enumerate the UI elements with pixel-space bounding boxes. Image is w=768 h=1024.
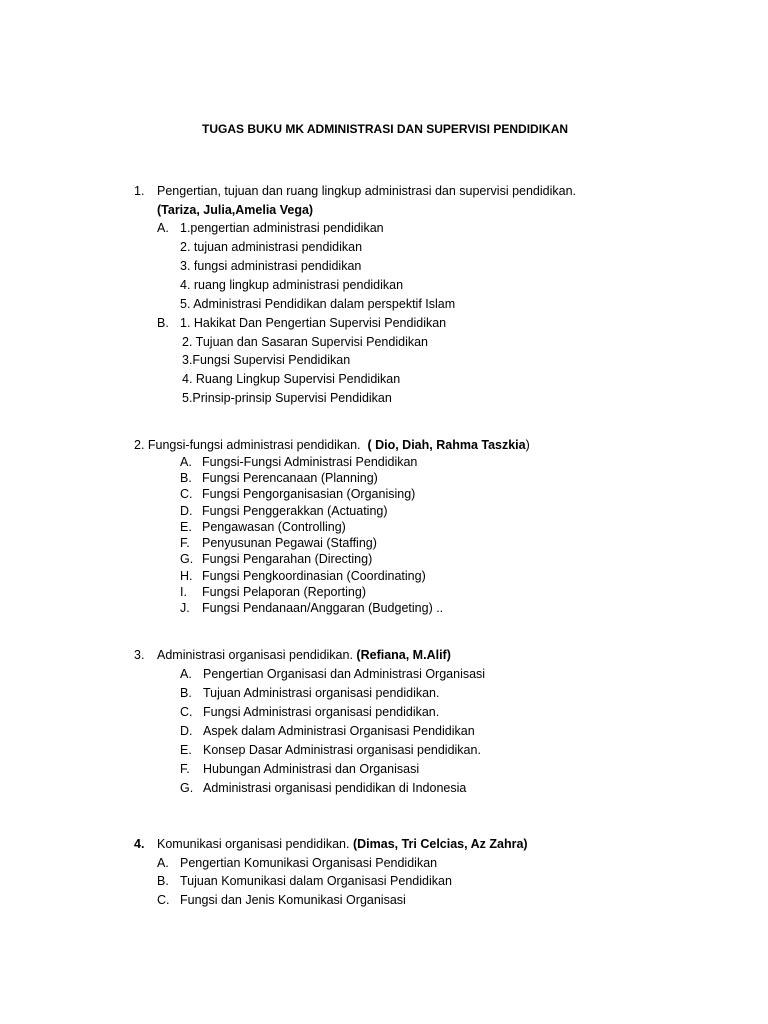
section-1-a-item: 3. fungsi administrasi pendidikan xyxy=(180,259,362,273)
section-1-a-marker: A. xyxy=(157,221,169,235)
section-2-heading-row xyxy=(134,437,530,453)
section-1-number: 1. xyxy=(134,184,145,198)
section-3-marker: B. xyxy=(180,686,192,700)
section-2-item: Penyusunan Pegawai (Staffing) xyxy=(202,536,377,550)
section-3-item: Konsep Dasar Administrasi organisasi pendidikan. xyxy=(203,743,481,757)
section-1-b-item: 4. Ruang Lingkup Supervisi Pendidikan xyxy=(182,372,401,386)
section-2-marker: B. xyxy=(180,471,192,485)
section-3-number: 3. xyxy=(134,648,145,662)
section-2-item: Fungsi Pelaporan (Reporting) xyxy=(202,585,366,599)
section-2-marker: D. xyxy=(180,504,193,518)
section-4-marker: C. xyxy=(157,893,170,907)
section-1-b-item: 5.Prinsip-prinsip Supervisi Pendidikan xyxy=(182,391,392,405)
section-2-marker: A. xyxy=(180,455,192,469)
section-1-a-item: 4. ruang lingkup administrasi pendidikan xyxy=(180,278,404,292)
section-3-item: Fungsi Administrasi organisasi pendidikan. xyxy=(203,705,440,719)
section-4-number: 4. xyxy=(134,837,145,851)
section-2-item: Fungsi Pengkoordinasian (Coordinating) xyxy=(202,569,426,583)
section-2-item: Fungsi Pengarahan (Directing) xyxy=(202,552,373,566)
section-4-marker: B. xyxy=(157,874,169,888)
section-2-marker: I. xyxy=(180,585,187,599)
section-3-heading: Administrasi organisasi pendidikan. xyxy=(157,648,353,662)
section-1-b-item: 1. Hakikat Dan Pengertian Supervisi Pendidikan xyxy=(180,316,447,330)
section-2-item: Fungsi Perencanaan (Planning) xyxy=(202,471,378,485)
section-3-marker: E. xyxy=(180,743,192,757)
section-2-authors: ( Dio, Diah, Rahma Taszkia xyxy=(367,438,526,452)
section-2-item: Fungsi Pendanaan/Anggaran (Budgeting) .. xyxy=(202,601,444,615)
section-2-close-paren: ) xyxy=(525,438,530,452)
section-3-heading-row xyxy=(157,647,451,663)
section-3-marker: C. xyxy=(180,705,193,719)
document-title: TUGAS BUKU MK ADMINISTRASI DAN SUPERVISI PENDIDIKAN xyxy=(202,122,569,136)
section-2-item: Fungsi Pengorganisasian (Organising) xyxy=(202,487,416,501)
section-1-a-item: 2. tujuan administrasi pendidikan xyxy=(180,240,363,254)
section-2-marker: G. xyxy=(180,552,194,566)
section-4-authors: (Dimas, Tri Celcias, Az Zahra) xyxy=(352,837,528,851)
section-1-a-item: 1.pengertian administrasi pendidikan xyxy=(180,221,384,235)
section-4-marker: A. xyxy=(157,856,169,870)
section-3-item: Tujuan Administrasi organisasi pendidikan. xyxy=(203,686,440,700)
section-3-marker: G. xyxy=(180,781,194,795)
section-3-marker: D. xyxy=(180,724,193,738)
section-4-item: Tujuan Komunikasi dalam Organisasi Pendidikan xyxy=(180,874,452,888)
section-2-marker: F. xyxy=(180,536,190,550)
section-2-marker: E. xyxy=(180,520,192,534)
section-1-b-item: 3.Fungsi Supervisi Pendidikan xyxy=(182,353,351,367)
section-1-authors: (Tariza, Julia,Amelia Vega) xyxy=(157,203,314,217)
section-4-item: Pengertian Komunikasi Organisasi Pendidikan xyxy=(180,856,438,870)
section-3-item: Aspek dalam Administrasi Organisasi Pendidikan xyxy=(203,724,475,738)
section-3-item: Administrasi organisasi pendidikan di Indonesia xyxy=(203,781,467,795)
section-2-heading: 2. Fungsi-fungsi administrasi pendidikan. xyxy=(134,438,361,452)
section-3-marker: F. xyxy=(180,762,190,776)
section-2-item: Fungsi Penggerakkan (Actuating) xyxy=(202,504,388,518)
section-4-heading: Komunikasi organisasi pendidikan. xyxy=(157,837,350,851)
section-1-b-item: 2. Tujuan dan Sasaran Supervisi Pendidikan xyxy=(182,335,428,349)
section-2-marker: J. xyxy=(180,601,190,615)
section-2-item: Fungsi-Fungsi Administrasi Pendidikan xyxy=(202,455,418,469)
section-4-heading-row xyxy=(157,836,528,852)
section-4-item: Fungsi dan Jenis Komunikasi Organisasi xyxy=(180,893,406,907)
section-2-marker: H. xyxy=(180,569,193,583)
section-2-item: Pengawasan (Controlling) xyxy=(202,520,346,534)
section-3-item: Pengertian Organisasi dan Administrasi Organisasi xyxy=(203,667,486,681)
section-3-authors: (Refiana, M.Alif) xyxy=(356,648,451,662)
section-2-marker: C. xyxy=(180,487,193,501)
section-1-heading: Pengertian, tujuan dan ruang lingkup administrasi dan supervisi pendidikan. xyxy=(157,184,577,198)
section-3-marker: A. xyxy=(180,667,192,681)
section-3-item: Hubungan Administrasi dan Organisasi xyxy=(203,762,420,776)
section-1-a-item: 5. Administrasi Pendidikan dalam perspektif Islam xyxy=(180,297,456,311)
section-1-b-marker: B. xyxy=(157,316,169,330)
